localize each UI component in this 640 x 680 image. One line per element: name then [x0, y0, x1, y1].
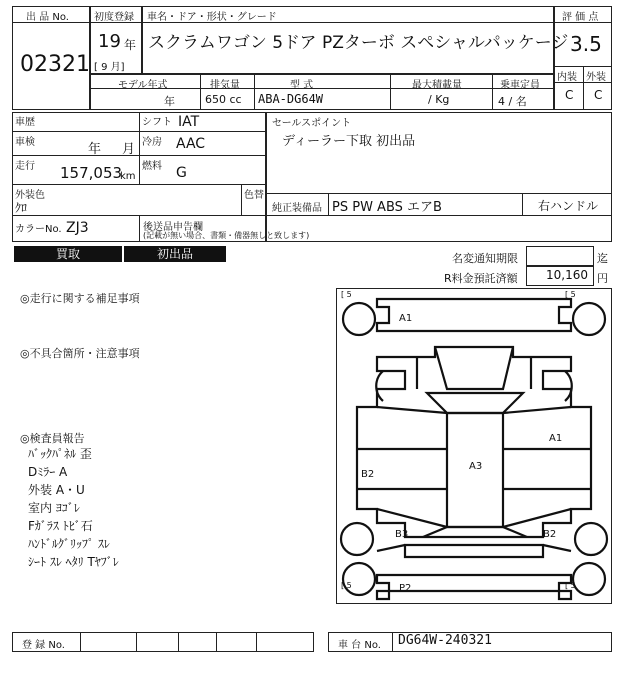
grade-value: 3.5: [570, 32, 602, 56]
exterior-grade: C: [594, 88, 603, 102]
exterior-label: 外装: [586, 72, 606, 83]
exterior-color-value: ｸﾛ: [15, 201, 28, 215]
defects-heading: ◎不具合箇所・注意事項: [20, 347, 140, 360]
equipment-label: 純正装備品: [272, 203, 322, 214]
max-load-value: / Kg: [428, 93, 450, 106]
first-reg-year-unit: 年: [124, 38, 137, 52]
inspection-month: 月: [122, 142, 136, 157]
first-reg-year: 19: [98, 31, 121, 52]
buy-button[interactable]: 買取: [14, 246, 122, 262]
mileage-unit: km: [120, 171, 136, 182]
lot-number: 02321: [20, 52, 90, 77]
name-change-label: 名変通知期限: [452, 252, 518, 265]
inspector-line: ｼｰﾄ ｽﾚ ﾍﾀﾘ Tﾔﾌﾞﾚ: [28, 555, 119, 569]
ac-value: AAC: [176, 136, 206, 152]
diagram-corner-bl: [ 5: [341, 581, 352, 590]
diagram-corner-tl: [ 5: [341, 290, 352, 299]
capacity-value: 4 / 名: [498, 95, 527, 108]
docs-note: (記載が無い場合、書類・備器無しと致します): [143, 231, 310, 240]
max-load-label: 最大積載量: [412, 80, 462, 91]
listing-button[interactable]: 初出品: [124, 246, 226, 262]
damage-mark: A1: [399, 313, 413, 324]
inspector-heading: ◎検査員報告: [20, 432, 85, 445]
shift-label: シフト: [142, 117, 172, 128]
damage-mark: A1: [549, 433, 563, 444]
model-year-value: 年: [164, 95, 175, 108]
car-outline: [337, 289, 611, 603]
mileage-value: 157,053: [60, 164, 123, 182]
interior-grade: C: [565, 88, 574, 102]
displacement-value: 650 cc: [205, 93, 242, 106]
fuel-label: 燃料: [142, 161, 162, 172]
driving-heading: ◎走行に関する補足事項: [20, 292, 140, 305]
mileage-label: 走行: [15, 161, 35, 172]
inspector-line: ﾊﾝﾄﾞﾙｸﾞﾘｯﾌﾟ ｽﾚ: [28, 537, 110, 551]
color-change-label: 色替: [244, 190, 264, 201]
capacity-label: 乗車定員: [500, 80, 540, 91]
recycle-label: R料金預託済額: [444, 272, 518, 285]
vehicle-diagram: [336, 288, 612, 604]
inspector-line: Dﾐﾗｰ A: [28, 465, 68, 479]
displacement-label: 排気量: [210, 80, 240, 91]
type-value: ABA-DG64W: [258, 92, 324, 106]
lot-label: 出 品 No.: [26, 12, 69, 23]
diagram-corner-br: [ 5: [565, 581, 576, 590]
diagram-corner-tr: [ 5: [565, 290, 576, 299]
sales-point-value: ディーラー下取 初出品: [282, 134, 416, 149]
first-reg-month: [ 9 月]: [94, 62, 125, 73]
history-label: 車歴: [15, 117, 35, 128]
grade-label: 評 価 点: [562, 12, 599, 23]
model-value: スクラムワゴン 5ドア PZターボ スペシャルパッケージ: [148, 33, 569, 53]
handle-value: 右ハンドル: [538, 199, 599, 213]
chassis-value: DG64W-240321: [398, 633, 492, 648]
exterior-color-label: 外装色: [15, 190, 45, 201]
docs-label: 後送品申告欄: [143, 222, 203, 233]
name-change-field: [526, 246, 594, 266]
interior-label: 内装: [557, 72, 577, 83]
damage-mark: A3: [469, 461, 483, 472]
fuel-value: G: [176, 165, 187, 181]
damage-mark: B3: [395, 529, 409, 540]
recycle-unit: 円: [597, 272, 608, 285]
inspector-line: ﾊﾞｯｸﾊﾟﾈﾙ 歪: [28, 447, 92, 461]
model-year-label: モデル年式: [118, 80, 168, 91]
damage-mark: B2: [543, 529, 557, 540]
inspector-line: 室内 ﾖｺﾞﾚ: [28, 501, 80, 515]
sales-point-label: セールスポイント: [272, 118, 352, 129]
inspection-label: 車検: [15, 137, 35, 148]
recycle-value: 10,160: [546, 268, 588, 282]
registration-label: 登 録 No.: [22, 640, 65, 651]
inspection-year: 年: [88, 142, 102, 157]
chassis-label: 車 台 No.: [338, 640, 381, 651]
damage-mark: P2: [399, 583, 412, 594]
model-label: 車名・ドア・形状・グレード: [147, 12, 277, 23]
inspector-line: Fｶﾞﾗｽ ﾄﾋﾞ石: [28, 519, 93, 533]
color-no-value: ZJ3: [66, 220, 89, 236]
color-no-label: カラーNo.: [15, 224, 62, 235]
inspector-line: 外装 A・U: [28, 483, 85, 497]
equipment-value: PS PW ABS エアB: [332, 200, 442, 215]
first-reg-label: 初度登録: [94, 12, 134, 23]
shift-value: IAT: [178, 114, 200, 130]
type-label: 型 式: [290, 80, 314, 91]
damage-mark: B2: [361, 469, 375, 480]
ac-label: 冷房: [142, 137, 162, 148]
name-change-unit: 迄: [597, 252, 608, 265]
